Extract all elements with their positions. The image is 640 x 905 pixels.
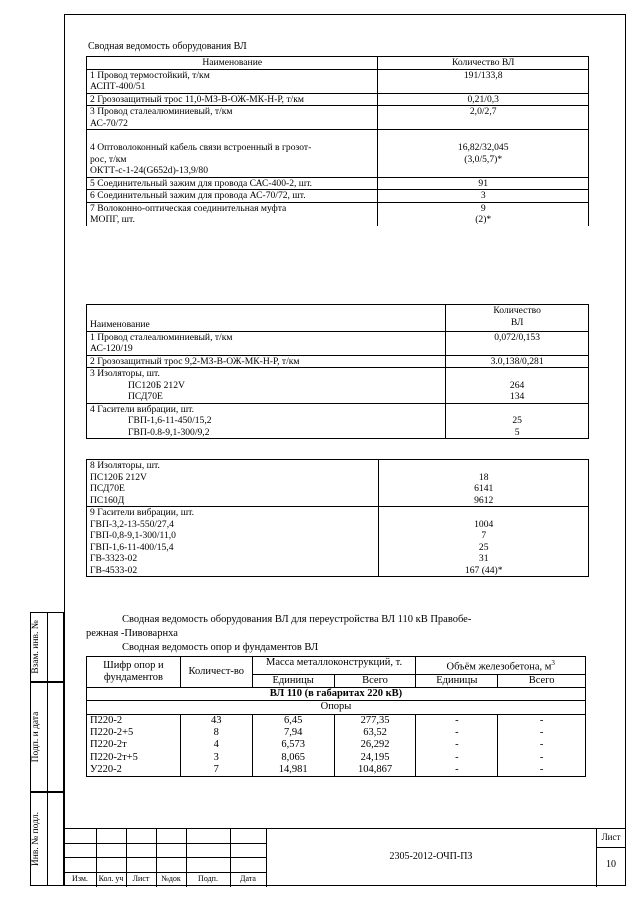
- text-line: 3: [480, 190, 486, 201]
- t4-cell-vt: -: [498, 752, 586, 764]
- t3-qty-cell: [379, 507, 589, 577]
- text-line: 5 Соединительный зажим для провода САС-400-2, шт.: [90, 177, 313, 189]
- text-line: 91: [478, 177, 488, 189]
- stamp-col-list: Лист: [132, 874, 150, 883]
- t4-header-volume: Объём железобетона, $м^3$: [416, 657, 586, 675]
- text-line: 1 Провод сталеалюминиевый, т/км: [90, 331, 233, 343]
- t4-cell-code: П220-2+5: [87, 727, 181, 739]
- t1-name-cell: [87, 106, 378, 130]
- t4-cell-mu: 8,065: [252, 752, 334, 764]
- t4-cell-code: П220-2: [87, 714, 181, 727]
- table-row: [87, 403, 589, 439]
- text-line: ГВП-3,2-13-550/27,4: [90, 518, 174, 530]
- text-line: 9: [480, 202, 486, 214]
- table-row: [87, 714, 586, 727]
- t1-qty-cell: [378, 177, 589, 190]
- text-line: 9 Гасители вибрации, шт.: [90, 507, 194, 518]
- t4-subsection: Опоры: [87, 701, 586, 714]
- t1-name-cell: [87, 69, 378, 93]
- table-row: [87, 727, 586, 739]
- equipment-table-1: [86, 56, 589, 226]
- t1-name-cell: [87, 177, 378, 190]
- t2-name-cell: [87, 355, 446, 368]
- title-block: [64, 828, 626, 887]
- t4-cell-mt: 26,292: [334, 739, 416, 751]
- sheet-number: 10: [606, 859, 616, 870]
- text-line: ПС120Б 212V: [90, 471, 147, 483]
- table-row: [87, 177, 589, 190]
- t4-cell-mt: 63,52: [334, 727, 416, 739]
- table-row: [87, 507, 589, 577]
- side-label-vzam: Взам. инв. №: [31, 620, 41, 674]
- text-line: 18: [478, 471, 489, 483]
- t4-header-mass-total: Всего: [334, 674, 416, 687]
- t3-name-cell: [87, 460, 379, 507]
- table-row: [87, 130, 589, 178]
- t4-cell-vu: -: [416, 752, 498, 764]
- equipment-table-2: [86, 304, 589, 439]
- text-line: 7 Волоконно-оптическая соединительная муфта: [90, 202, 287, 214]
- t4-header-vol-total: Всего: [498, 674, 586, 687]
- t1-header-qty: Количество ВЛ: [378, 57, 589, 70]
- table-row: [87, 331, 589, 355]
- text-line: 0,21/0,3: [467, 93, 499, 105]
- text-line: 6141: [474, 483, 494, 494]
- t2-name-cell: [87, 331, 446, 355]
- t1-name-cell: [87, 202, 378, 226]
- t4-header-vol-units: Единицы: [416, 674, 498, 687]
- t4-cell-mu: 7,94: [252, 727, 334, 739]
- text-line: 4 Гасители вибрации, шт.: [90, 403, 194, 415]
- text-line: 2,0/2,7: [469, 106, 497, 117]
- table-row: [87, 368, 589, 404]
- sheet-label: Лист: [601, 832, 621, 842]
- t4-cell-code: П220-2т: [87, 739, 181, 751]
- text-line: (3,0/5,7)*: [464, 153, 503, 165]
- t1-qty-cell: [378, 93, 589, 106]
- text-line: ОКТТ-с-1-24(G652d)-13,9/80: [90, 165, 209, 176]
- text-line: ГВП-0,8-9,1-300/11,0: [90, 530, 176, 541]
- t1-name-cell: [87, 130, 378, 178]
- t4-cell-mt: 104,867: [334, 764, 416, 777]
- text-line: 3 Изоляторы, шт.: [90, 368, 160, 379]
- text-line: ГВ-4533-02: [90, 564, 138, 576]
- stamp-col-data: Дата: [240, 874, 256, 883]
- table-row: [87, 460, 589, 507]
- text-line: АС-70/72: [90, 117, 128, 129]
- t1-name-cell: [87, 190, 378, 203]
- text-line: 6 Соединительный зажим для провода АС-70/72, шт.: [90, 190, 306, 201]
- t4-cell-count: 8: [180, 727, 252, 739]
- t2-header-name: Наименование: [87, 305, 446, 332]
- t4-cell-vt: -: [498, 764, 586, 777]
- side-label-podp: Подп. и дата: [31, 711, 41, 763]
- text-line: 25: [478, 541, 489, 553]
- text-line: МОПГ, шт.: [90, 214, 135, 225]
- t4-cell-code: У220-2: [87, 764, 181, 777]
- section-heading-line2: режная -Пивоварнха: [86, 628, 178, 639]
- t2-qty-cell: [446, 331, 589, 355]
- t2-qty-cell: [446, 355, 589, 368]
- t3-name-cell: [87, 507, 379, 577]
- table-row: [87, 106, 589, 130]
- t4-cell-count: 43: [180, 714, 252, 727]
- stamp-col-ndok: №док: [161, 874, 181, 883]
- t4-section: ВЛ 110 (в габаритах 220 кВ): [87, 688, 586, 701]
- t4-cell-count: 7: [180, 764, 252, 777]
- section-heading-line3: Сводная ведомость опор и фундаментов ВЛ: [122, 642, 319, 653]
- text-line: 3 Провод сталеалюминиевый, т/км: [90, 106, 233, 117]
- document-code: 2305-2012-ОЧП-ПЗ: [389, 851, 473, 862]
- t4-cell-vt: -: [498, 714, 586, 727]
- text-line: 31: [478, 553, 489, 564]
- text-line: ГВП-1,6-11-450/15,2: [128, 415, 212, 426]
- text-line: (2)*: [475, 214, 492, 225]
- t1-header-name: Наименование: [87, 57, 378, 70]
- t4-cell-mt: 24,195: [334, 752, 416, 764]
- stamp-col-izm: Изм.: [72, 874, 88, 883]
- text-line: 264: [509, 379, 525, 391]
- section-heading-line1: Сводная ведомость оборудования ВЛ для переустройства ВЛ 110 кВ Правобе-: [122, 614, 472, 625]
- t4-cell-mu: 14,981: [252, 764, 334, 777]
- text-line: 167 (44)*: [464, 564, 503, 576]
- table-row: [87, 93, 589, 106]
- text-line: ПС160Д: [90, 494, 125, 506]
- t4-cell-mu: 6,45: [252, 714, 334, 727]
- t4-header-mass-units: Единицы: [252, 674, 334, 687]
- equipment-table-3: [86, 459, 589, 577]
- text-line: рос, т/км: [90, 153, 127, 165]
- text-line: ГВ-3323-02: [90, 553, 138, 564]
- t2-header-qty: Количество ВЛ: [446, 305, 589, 332]
- table-row: [87, 355, 589, 368]
- text-line: 134: [509, 391, 525, 402]
- revision-grid: [64, 829, 266, 887]
- t1-name-cell: [87, 93, 378, 106]
- text-line: ПСД70Е: [90, 483, 125, 494]
- text-line: ГВП-1,6-11-400/15,4: [90, 541, 174, 553]
- text-line: 1004: [474, 518, 494, 530]
- t1-qty-cell: [378, 130, 589, 178]
- table-row: [87, 69, 589, 93]
- t1-qty-cell: [378, 69, 589, 93]
- text-line: 2 Грозозащитный трос 11,0-МЗ-В-ОЖ-МК-Н-Р, т/км: [90, 93, 304, 105]
- table1-caption: Сводная ведомость оборудования ВЛ: [88, 41, 247, 52]
- stamp-col-kolich: Кол. уч: [98, 874, 124, 883]
- table-row: [87, 202, 589, 226]
- t1-qty-cell: [378, 202, 589, 226]
- text-line: 0,072/0,153: [494, 331, 541, 343]
- text-line: 1 Провод термостойкий, т/км: [90, 69, 210, 81]
- table-row: [87, 764, 586, 777]
- t2-name-cell: [87, 403, 446, 439]
- text-line: ПС120Б 212V: [128, 379, 185, 391]
- t4-header-count: Количест-во: [180, 657, 252, 688]
- t4-cell-code: П220-2т+5: [87, 752, 181, 764]
- text-line: 16,82/32,045: [457, 142, 509, 153]
- t4-cell-mu: 6,573: [252, 739, 334, 751]
- text-line: 7: [481, 530, 487, 541]
- t4-cell-count: 4: [180, 739, 252, 751]
- text-line: АС-120/19: [90, 343, 133, 354]
- t4-cell-mt: 277,35: [334, 714, 416, 727]
- t4-cell-count: 3: [180, 752, 252, 764]
- text-line: 5: [514, 426, 520, 438]
- t4-cell-vt: -: [498, 727, 586, 739]
- t4-cell-vu: -: [416, 714, 498, 727]
- stamp-col-podp: Подп.: [198, 874, 218, 883]
- t1-qty-cell: [378, 190, 589, 203]
- table-row: [87, 739, 586, 751]
- t4-cell-vu: -: [416, 764, 498, 777]
- text-line: АСПТ-400/51: [90, 81, 146, 92]
- t3-qty-cell: [379, 460, 589, 507]
- t1-qty-cell: [378, 106, 589, 130]
- text-line: 9612: [474, 494, 494, 506]
- text-line: 8 Изоляторы, шт.: [90, 460, 160, 471]
- text-line: 4 Оптоволоконный кабель связи встроенный в грозот-: [90, 142, 312, 153]
- text-line: 2 Грозозащитный трос 9,2-МЗ-В-ОЖ-МК-Н-Р, т/км: [90, 355, 300, 367]
- t4-header-code: Шифр опор и фундаментов: [87, 657, 181, 688]
- text-line: ГВП-0.8-9,1-300/9,2: [128, 426, 210, 438]
- t2-qty-cell: [446, 403, 589, 439]
- supports-table: [86, 656, 586, 777]
- text-line: 191/133,8: [463, 69, 503, 81]
- t4-cell-vt: -: [498, 739, 586, 751]
- text-line: 3.0,138/0,281: [490, 355, 544, 367]
- text-line: 25: [512, 415, 522, 426]
- t2-qty-cell: [446, 368, 589, 404]
- text-line: ПСД70Е: [128, 391, 163, 402]
- t4-header-mass: Масса металлоконструкций, т.: [252, 657, 416, 675]
- side-label-inv: Инв. № подл.: [31, 811, 41, 867]
- t4-cell-vu: -: [416, 727, 498, 739]
- t2-name-cell: [87, 368, 446, 404]
- t4-cell-vu: -: [416, 739, 498, 751]
- table-row: [87, 752, 586, 764]
- table-row: [87, 190, 589, 203]
